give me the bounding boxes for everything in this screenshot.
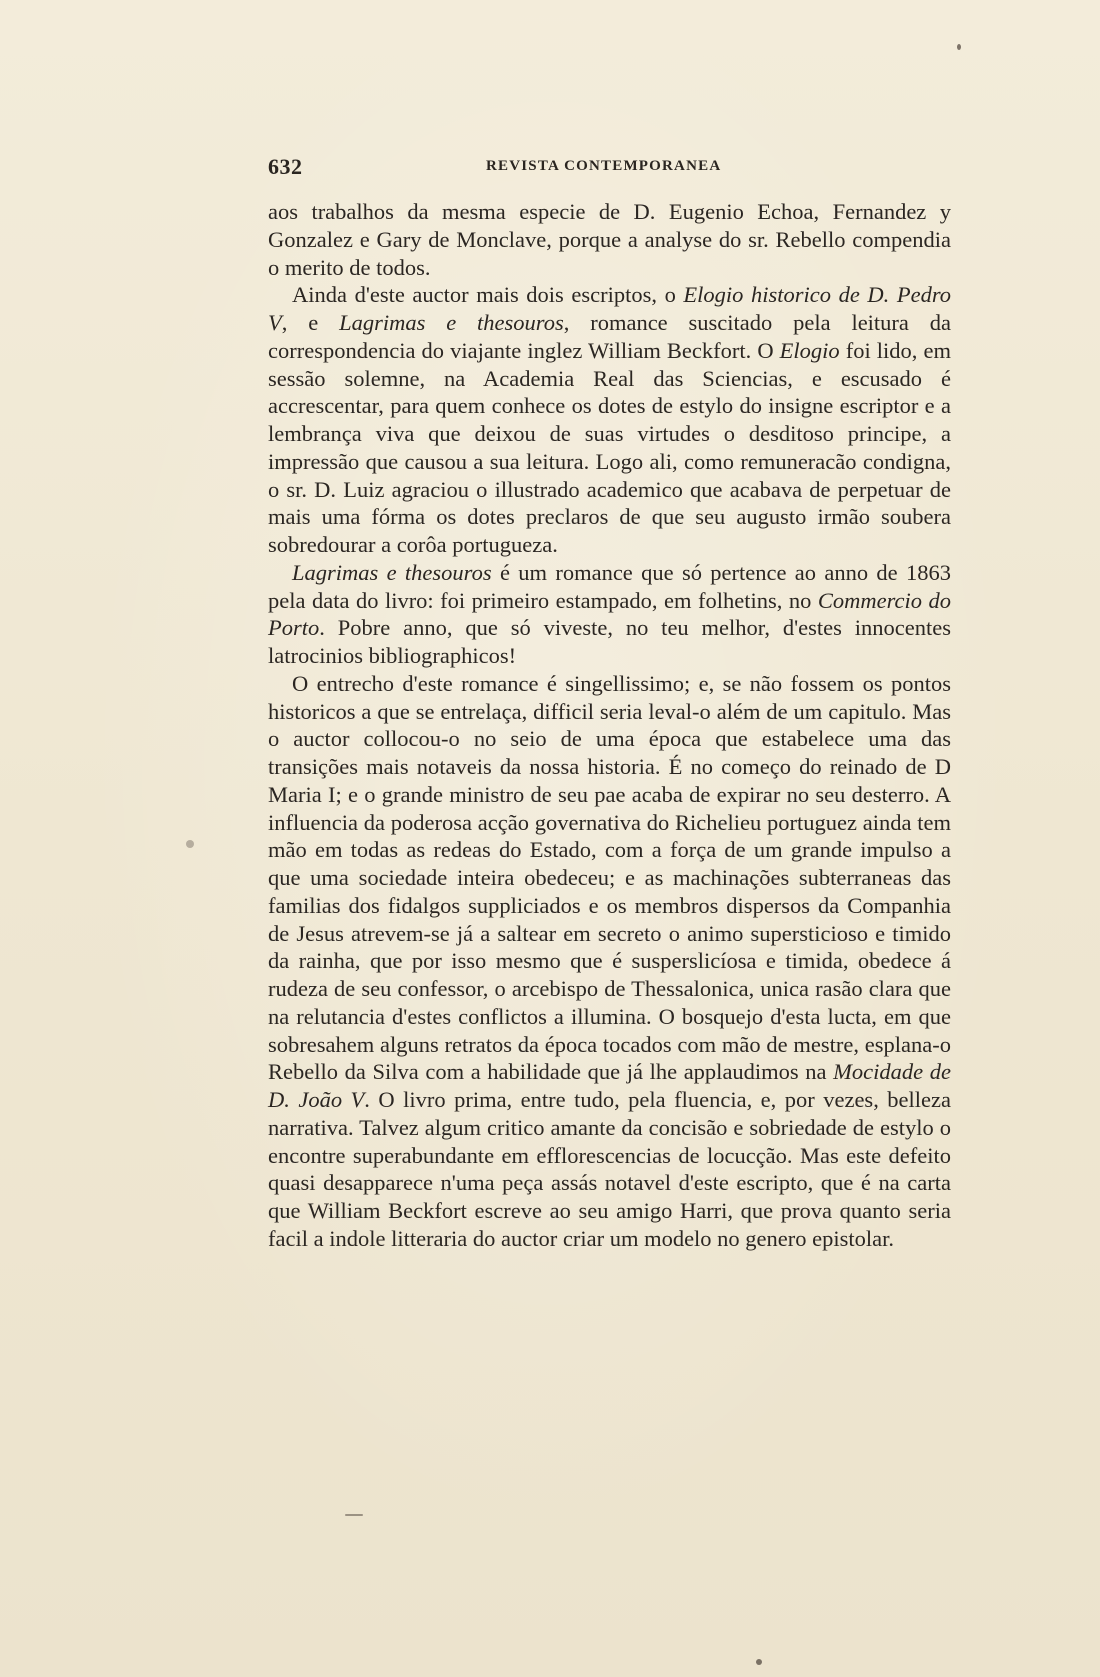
text-run: , romance suscitado pela leitura da correspondencia do viajante inglez William Beckfort. O <box>268 310 952 363</box>
italic-title: Elogio <box>779 337 840 363</box>
italic-title: Elogio historico de D. Pedro V <box>268 282 951 335</box>
italic-title: Commercio do Porto <box>268 587 951 641</box>
text-run: . Pobre anno, que só viveste, no teu melhor, d'estes innocentes latrocinios bibliographicos! <box>268 615 951 668</box>
text-run: é um romance que só pertence ao anno de 1863 pela data do livro: foi primeiro estampado, em folhetins, no <box>268 559 952 613</box>
text-run: . O livro prima, entre tudo, pela fluencia, e, por vezes, belleza narrativa. Talvez algum critico amante da concisão e sobriedade de estylo o encontre superabundante em efflorescencias de locucção. Mas este defeito quasi desapparece n'uma peça assás notavel d'este escripto, que é na carta que William Beckfort escreve ao seu amigo Harri, que prova quanto seria facil a indole litteraria do auctor criar um modelo no genero epistolar. <box>268 1087 951 1251</box>
paragraph <box>268 281 951 559</box>
text-run: , e <box>281 310 340 335</box>
text-run: Ainda d'este auctor mais dois escriptos, o <box>292 282 684 308</box>
italic-title: Lagrimas e thesouros <box>339 310 564 335</box>
paragraph <box>268 670 951 1253</box>
text-run: aos trabalhos da mesma especie de D. Eugenio Echoa, Fernandez y Gonzalez e Gary de Monclave, porque a analyse do sr. Rebello compendia o merito de todos. <box>268 199 951 280</box>
paragraph <box>268 559 951 670</box>
paper-speck <box>957 44 961 50</box>
body-text <box>268 198 951 1253</box>
text-run: O entrecho d'este romance é singellissimo; e, se não fossem os pontos historicos a que se entrelaça, difficil seria leval-o além de um capitulo. Mas o auctor collocou-o no seio de uma época que estabelece uma das transições mais notaveis da nossa historia. É no começo do reinado de D Maria I; e o grande ministro de seu pae acaba de expirar no seu desterro. A influencia da poderosa acção governativa do Richelieu portuguez ainda tem mão em todas as redeas do Estado, com a força de um grande impulso a que uma sociedade inteira obedeceu; e as machinações subterraneas das familias dos fidalgos suppliciados e os membros dispersos da Companhia de Jesus atrevem-se já a saltear em secreto o animo supersticioso e timido da rainha, que por isso mesmo que é susperslicíosa e timida, obedece á rudeza de seu confessor, o arcebispo de Thessalonica, unica rasão clara que na relutancia d'estes conflictos a illumina. O bosquejo d'esta lucta, em que sobresahem alguns retratos da época tocados com mão de mestre, esplana-o Rebello da Silva com a habilidade que já lhe applaudimos na <box>268 670 951 1085</box>
italic-title: Lagrimas e thesouros <box>292 559 492 585</box>
running-title: REVISTA CONTEMPORANEA <box>486 158 722 174</box>
paper-speck <box>345 1514 363 1516</box>
italic-title: Mocidade de D. João V <box>268 1059 951 1112</box>
page-header <box>268 154 958 184</box>
paragraph <box>268 198 951 281</box>
paper-speck <box>756 1659 762 1665</box>
page-number: 632 <box>268 154 303 179</box>
text-run: foi lido, em sessão solemne, na Academia Real das Sciencias, e escusado é accrescentar, para quem conhece os dotes de estylo do insigne escriptor e a lembrança viva que deixou de suas virtudes o desditoso principe, a impressão que causou a sua leitura. Logo ali, como remuneracão condigna, o sr. D. Luiz agraciou o illustrado academico que acabava de perpetuar de mais uma fórma os dotes preclaros de que seu augusto irmão soubera sobredourar a corôa portugueza. <box>268 337 951 557</box>
paper-speck <box>186 840 194 848</box>
